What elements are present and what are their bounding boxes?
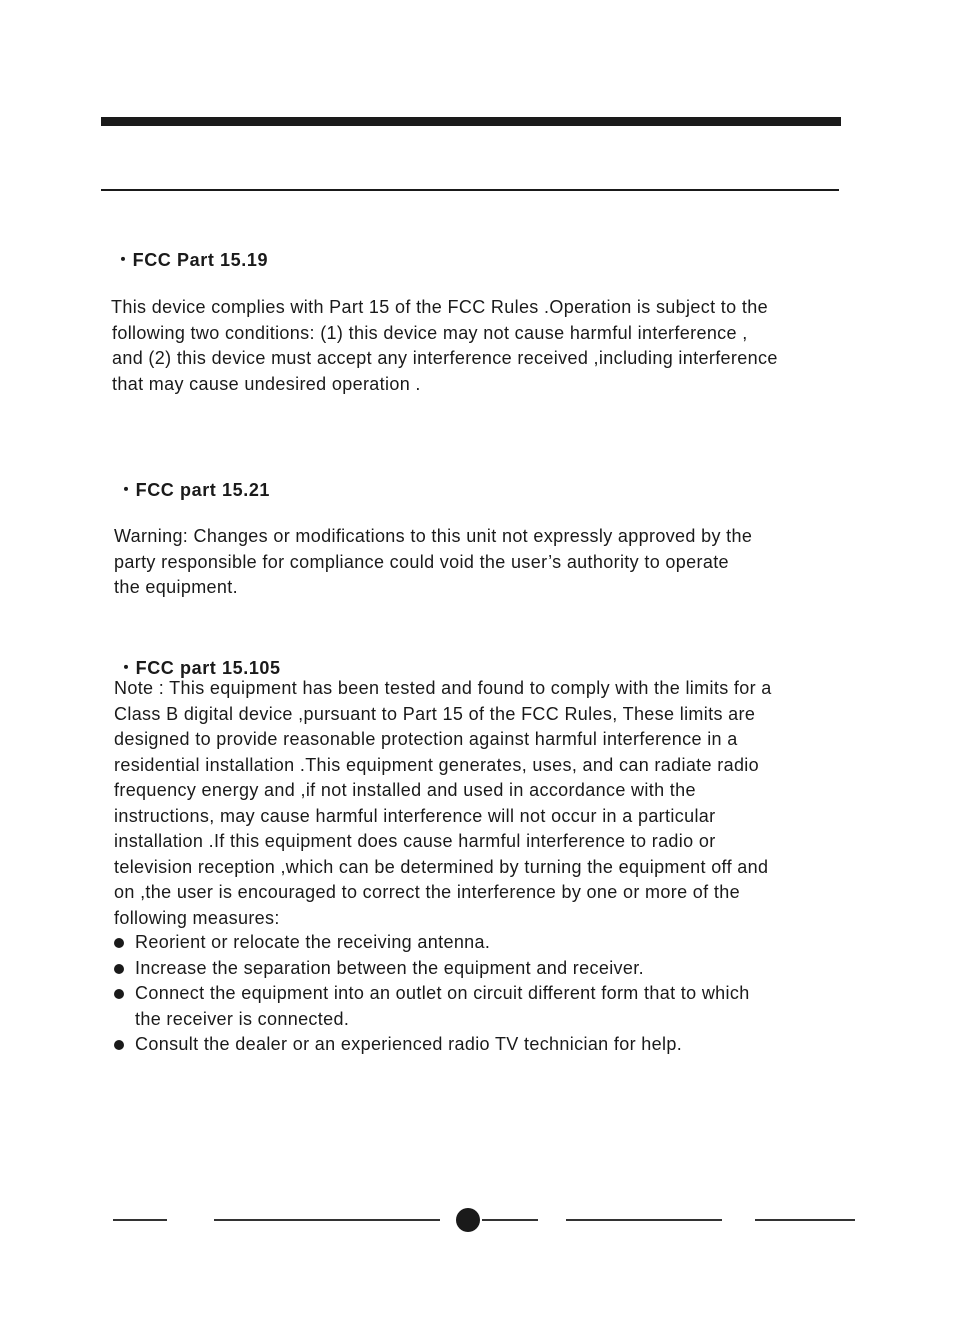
body-line: designed to provide reasonable protection against harmful interference in a — [114, 729, 738, 749]
list-item — [114, 981, 750, 1032]
body-line: and (2) this device must accept any interference received ,including interference — [112, 348, 778, 368]
body-line: Note : This equipment has been tested and found to comply with the limits for a — [114, 678, 772, 698]
body-line: that may cause undesired operation . — [112, 373, 421, 394]
list-item-text: Reorient or relocate the receiving antenna. — [135, 932, 491, 952]
bullet-icon — [114, 938, 124, 948]
list-item — [114, 956, 750, 982]
section-heading-fcc-15-105: ・FCC part 15.105 — [117, 658, 281, 678]
footer-divider — [482, 1219, 538, 1221]
body-line: the equipment. — [114, 577, 238, 597]
footer-divider — [214, 1219, 440, 1221]
section-body-fcc-15-19 — [111, 295, 778, 397]
body-line: on ,the user is encouraged to correct the interference by one or more of the — [114, 882, 740, 902]
footer-divider — [566, 1219, 722, 1221]
footer-divider — [755, 1219, 855, 1221]
body-line: residential installation .This equipment generates, uses, and can radiate radio — [114, 754, 760, 775]
header-rule — [101, 189, 839, 191]
body-line: following measures: — [114, 907, 280, 928]
page-marker-dot — [456, 1208, 480, 1232]
body-line: instructions, may cause harmful interference will not occur in a particular — [114, 805, 716, 826]
bullet-icon — [114, 1040, 124, 1050]
list-item-text: Consult the dealer or an experienced radio TV technician for help. — [135, 1034, 683, 1054]
body-line: Warning: Changes or modifications to this unit not expressly approved by the — [114, 526, 753, 546]
body-line: Class B digital device ,pursuant to Part 15 of the FCC Rules, These limits are — [114, 703, 756, 724]
body-line: following two conditions: (1) this device may not cause harmful interference , — [112, 322, 748, 343]
section-body-fcc-15-105 — [114, 676, 772, 931]
section-body-fcc-15-21 — [114, 524, 752, 601]
list-item — [114, 930, 750, 956]
section-heading-fcc-15-21: ・FCC part 15.21 — [117, 480, 271, 500]
bullet-icon — [114, 989, 124, 999]
body-line: television reception ,which can be determined by turning the equipment off and — [114, 856, 769, 877]
bullet-icon — [114, 964, 124, 974]
list-item-text: Increase the separation between the equipment and receiver. — [135, 957, 644, 978]
body-line: party responsible for compliance could void the user’s authority to operate — [114, 551, 729, 572]
measures-list — [114, 930, 750, 1058]
section-heading-fcc-15-19: ・FCC Part 15.19 — [114, 250, 269, 270]
list-item-text: Connect the equipment into an outlet on circuit different form that to which — [135, 983, 750, 1003]
header-bar — [101, 117, 841, 126]
body-line: frequency energy and ,if not installed and used in accordance with the — [114, 780, 696, 800]
list-item — [114, 1032, 750, 1058]
list-item-text: the receiver is connected. — [135, 1008, 350, 1029]
body-line: This device complies with Part 15 of the FCC Rules .Operation is subject to the — [111, 297, 768, 317]
footer-divider — [113, 1219, 167, 1221]
body-line: installation .If this equipment does cause harmful interference to radio or — [114, 831, 716, 851]
